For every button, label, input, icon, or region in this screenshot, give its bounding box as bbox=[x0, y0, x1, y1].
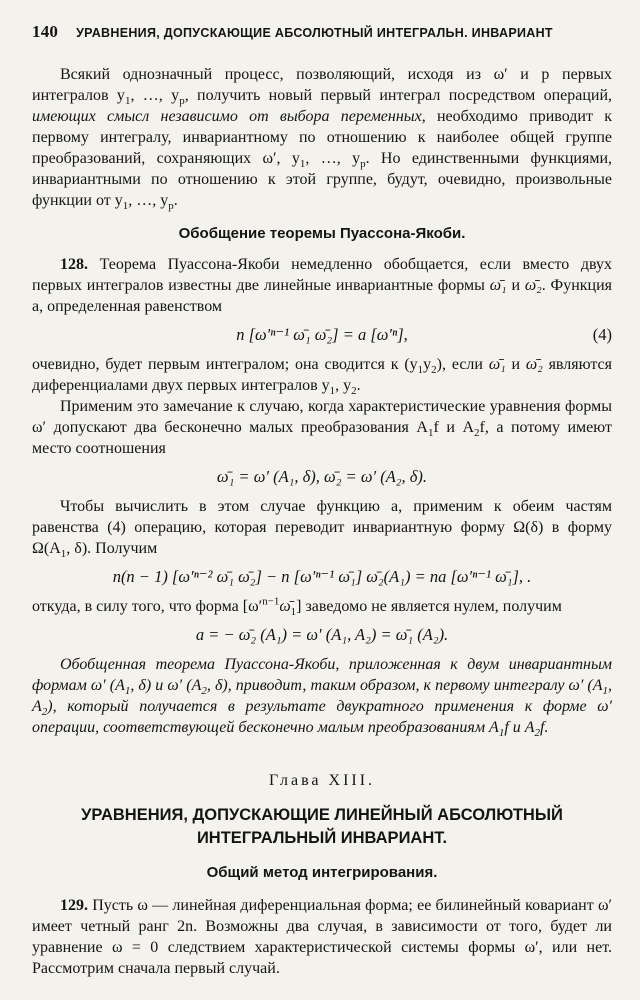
paragraph-whence: откуда, в силу того, что форма $[\omega'^{n-1}\omegā_1]$ заведомо не является нулем, получим bbox=[32, 595, 562, 619]
chapter-subtitle: Общий метод интегрирования. bbox=[206, 864, 438, 881]
paragraph-128: 128. Теорема Пуассона-Якоби немедленно обобщается, если вместо двух первых интегралов известны две линейные инвариантные формы ω̄₁ и ω̄₂. Функция a, определенная равенством bbox=[32, 256, 613, 315]
theorem-statement: Обобщенная теорема Пуассона-Якоби, приложенная к двум инвариантным формам ω′ ($A_1$, δ) и ω′ ($A_2$, δ), приводит, таким образом, к первому интегралу ω′ ($A_1$, $A_2$), который получается в результате двукратного применения к форме ω′ операции, соответствующей бесконечно малым преобразованиям $A_1f$ и $A_2f$. bbox=[32, 656, 613, 740]
equation-long: n(n − 1) [ω′ⁿ⁻² ω̄₁ ω̄₂] − n [ω′ⁿ⁻¹ ω̄₁] ω̄₂(A₁) = na [ω′ⁿ⁻¹ ω̄₁], . bbox=[112, 567, 532, 586]
intro-paragraph: Всякий однозначный процесс, позволяющий, исходя из ω′ и p первых интегралов $y_1$, …, $y_p$, получить новый первый интеграл посредством операций, имеющих смысл независимо от выбора переменных, необходимо приводит к первому интегралу, инвариантному по отношению к наиболее общей группе преобразований, сохраняющих ω′, $y_1$, …, $y_p$. Но единственными функциями, инвариантными по отношению к этой группе, будут, очевидно, произвольные функции от $y_1$, …, $y_p$. bbox=[32, 66, 613, 213]
section-heading: Обобщение теоремы Пуассона-Якоби. bbox=[178, 225, 466, 242]
paragraph-after-eq4: очевидно, будет первым интегралом; она сводится к $(y_1y_2)$, если ω̄₁ и ω̄₂ являются диференциалами двух первых интегралов $y_1$, $y_2$. bbox=[32, 356, 613, 398]
running-title: УРАВНЕНИЯ, ДОПУСКАЮЩИЕ АБСОЛЮТНЫЙ ИНТЕГРАЛЬН. ИНВАРИАНТ bbox=[76, 26, 553, 40]
paragraph-apply: Применим это замечание к случаю, когда характеристические уравнения формы ω′ допускают два бесконечно малых преобразования $A_1f$ и $A_2f$, а потому имеют место соотношения bbox=[32, 398, 613, 457]
page-number: 140 bbox=[32, 22, 59, 41]
paragraph-compute: Чтобы вычислить в этом случае функцию a, применим к обеим частям равенства (4) операцию, которая переводит инвариантную форму Ω(δ) в форму $\Omega(A_1$, δ). Получим bbox=[32, 498, 612, 561]
equation-4: n [ω′ⁿ⁻¹ ω̄₁ ω̄₂] = a [ω′ⁿ], (4) bbox=[32, 323, 612, 347]
equation-relations: ω̄₁ = ω′ (A₁, δ), ω̄₂ = ω′ (A₂, δ). bbox=[216, 467, 428, 486]
equation-a: a = − ω̄₂ (A₁) = ω′ (A₁, A₂) = ω̄₁ (A₂). bbox=[195, 625, 449, 644]
paragraph-129: 129. Пусть ω — линейная диференциальная форма; ее билинейный ковариант ω′ имеет четный ранг 2n. Возможны два случая, в зависимости от того, будет ли уравнение ω = 0 следствием характеристической системы формы ω′, или нет. Рассмотрим сначала первый случай. bbox=[32, 897, 612, 977]
equation-tag: (4) bbox=[592, 325, 612, 344]
chapter-label: Глава XIII. bbox=[268, 772, 376, 789]
running-head bbox=[32, 22, 612, 42]
chapter-title: УРАВНЕНИЯ, ДОПУСКАЮЩИЕ ЛИНЕЙНЫЙ АБСОЛЮТНЫЙ ИНТЕГРАЛЬНЫЙ ИНВАРИАНТ. bbox=[81, 806, 563, 847]
